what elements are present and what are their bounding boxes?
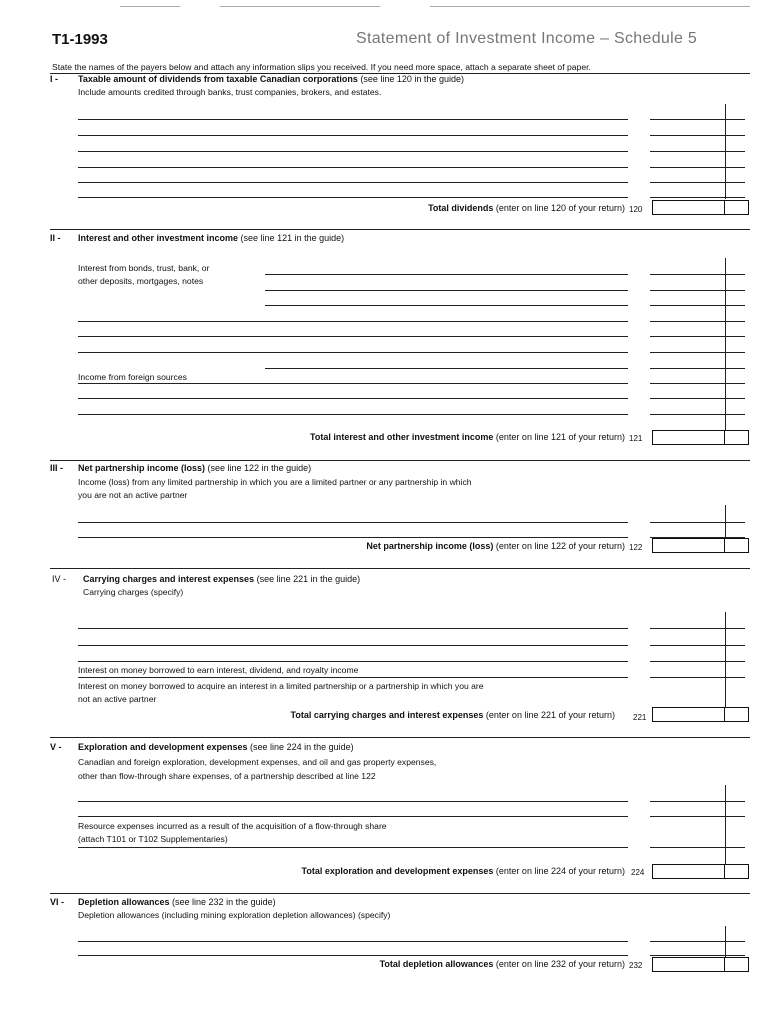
amount-entry-line[interactable]	[650, 305, 745, 306]
line-number: 224	[631, 868, 645, 877]
total-carrying-charges-field[interactable]	[652, 707, 749, 722]
payer-entry-line[interactable]	[78, 197, 628, 198]
payer-entry-line[interactable]	[78, 955, 628, 956]
payer-entry-line[interactable]	[78, 941, 628, 942]
section-divider	[50, 568, 750, 569]
payer-entry-line[interactable]	[265, 274, 628, 275]
resource-expenses-label: (attach T101 or T102 Supplementaries)	[78, 834, 228, 844]
payer-entry-line[interactable]	[78, 816, 628, 817]
net-partnership-field[interactable]	[652, 538, 749, 553]
interest-partnership-label: Interest on money borrowed to acquire an interest in a limited partnership or a partnership in which you are	[78, 681, 484, 691]
total-exploration-label: Total exploration and development expenses (enter on line 224 of your return)	[301, 866, 625, 876]
payer-entry-line[interactable]	[78, 182, 628, 183]
line-number: 232	[629, 961, 643, 970]
total-interest-label: Total interest and other investment income (enter on line 121 of your return)	[310, 432, 625, 442]
amount-entry-line[interactable]	[650, 801, 745, 802]
interest-source-label: Interest from bonds, trust, bank, or	[78, 263, 210, 273]
total-dividends-label: Total dividends (enter on line 120 of your return)	[428, 203, 625, 213]
amount-column-rule	[725, 785, 726, 864]
amount-entry-line[interactable]	[650, 182, 745, 183]
total-depletion-field[interactable]	[652, 957, 749, 972]
amount-entry-line[interactable]	[650, 847, 745, 848]
section-number: IV -	[52, 574, 67, 584]
payer-entry-line[interactable]	[78, 398, 628, 399]
schedule-title: Statement of Investment Income – Schedule 5	[356, 30, 698, 47]
payer-entry-line[interactable]	[78, 167, 628, 168]
total-depletion-label: Total depletion allowances (enter on line 232 of your return)	[379, 959, 625, 969]
section-number: V -	[50, 742, 62, 752]
intro-instructions: State the names of the payers below and attach any information slips you received. If you need more space, attach a separate sheet of paper.	[52, 62, 591, 72]
payer-entry-line[interactable]	[78, 119, 628, 120]
payer-entry-line[interactable]	[78, 522, 628, 523]
amount-entry-line[interactable]	[650, 383, 745, 384]
amount-entry-line[interactable]	[650, 628, 745, 629]
interest-source-label: other deposits, mortgages, notes	[78, 276, 204, 286]
amount-column-rule	[725, 926, 726, 957]
amount-entry-line[interactable]	[650, 368, 745, 369]
line-number: 221	[633, 713, 647, 722]
section-note: Include amounts credited through banks, trust companies, brokers, and estates.	[78, 87, 382, 97]
form-code: T1-1993	[52, 31, 108, 48]
amount-entry-line[interactable]	[650, 941, 745, 942]
amount-column-rule	[725, 612, 726, 707]
amount-entry-line[interactable]	[650, 290, 745, 291]
section-divider	[50, 737, 750, 738]
payer-entry-line[interactable]	[78, 135, 628, 136]
payer-entry-line[interactable]	[78, 801, 628, 802]
payer-entry-line[interactable]	[265, 368, 628, 369]
payer-entry-line[interactable]	[78, 537, 628, 538]
section-heading: Carrying charges and interest expenses (see line 221 in the guide)	[83, 574, 361, 584]
section-note: Canadian and foreign exploration, development expenses, and oil and gas property expenses,	[78, 757, 437, 767]
amount-entry-line[interactable]	[650, 522, 745, 523]
total-exploration-field[interactable]	[652, 864, 749, 879]
amount-entry-line[interactable]	[650, 321, 745, 322]
section-number: III -	[50, 463, 63, 473]
amount-entry-line[interactable]	[650, 119, 745, 120]
section-number: VI -	[50, 897, 65, 907]
interest-partnership-label: not an active partner	[78, 694, 157, 704]
section-heading: Exploration and development expenses (see line 224 in the guide)	[78, 742, 354, 752]
payer-entry-line[interactable]	[78, 151, 628, 152]
amount-entry-line[interactable]	[650, 816, 745, 817]
payer-entry-line[interactable]	[265, 290, 628, 291]
payer-entry-line[interactable]	[265, 305, 628, 306]
total-carrying-charges-label: Total carrying charges and interest expenses (enter on line 221 of your return)	[290, 710, 615, 720]
foreign-income-label: Income from foreign sources	[78, 372, 187, 382]
payer-entry-line[interactable]	[78, 661, 628, 662]
interest-borrowed-label: Interest on money borrowed to earn interest, dividend, and royalty income	[78, 665, 359, 675]
section-heading: Depletion allowances (see line 232 in the guide)	[78, 897, 276, 907]
payer-entry-line[interactable]	[78, 321, 628, 322]
section-note: other than flow-through share expenses, of a partnership described at line 122	[78, 771, 376, 781]
top-scan-mark	[430, 6, 750, 7]
resource-expenses-label: Resource expenses incurred as a result of the acquisition of a flow-through share	[78, 821, 387, 831]
payer-entry-line[interactable]	[78, 383, 628, 384]
carrying-charges-label: Carrying charges (specify)	[83, 587, 184, 597]
payer-entry-line[interactable]	[78, 414, 628, 415]
section-divider	[50, 460, 750, 461]
amount-entry-line[interactable]	[650, 336, 745, 337]
section-note: Income (loss) from any limited partnership in which you are a limited partner or any partnership in which	[78, 477, 472, 487]
total-dividends-field[interactable]	[652, 200, 749, 215]
section-note: you are not an active partner	[78, 490, 188, 500]
payer-entry-line[interactable]	[78, 336, 628, 337]
amount-entry-line[interactable]	[650, 398, 745, 399]
amount-entry-line[interactable]	[650, 197, 745, 198]
payer-entry-line[interactable]	[78, 645, 628, 646]
section-number: II -	[50, 233, 61, 243]
payer-entry-line[interactable]	[78, 628, 628, 629]
net-partnership-label: Net partnership income (loss) (enter on line 122 of your return)	[366, 541, 625, 551]
top-scan-mark	[120, 6, 180, 7]
amount-entry-line[interactable]	[650, 677, 745, 678]
amount-entry-line[interactable]	[650, 955, 745, 956]
section-divider	[50, 229, 750, 230]
amount-entry-line[interactable]	[650, 414, 745, 415]
line-number: 121	[629, 434, 643, 443]
payer-entry-line[interactable]	[78, 352, 628, 353]
depletion-specify-label: Depletion allowances (including mining exploration depletion allowances) (specify)	[78, 910, 391, 920]
amount-entry-line[interactable]	[650, 274, 745, 275]
amount-entry-line[interactable]	[650, 151, 745, 152]
section-heading: Interest and other investment income (see line 121 in the guide)	[78, 233, 345, 243]
top-scan-mark	[220, 6, 380, 7]
line-number: 122	[629, 543, 643, 552]
amount-column-rule	[725, 104, 726, 199]
section-divider	[50, 893, 750, 894]
amount-column-rule	[725, 505, 726, 539]
line-number: 120	[629, 205, 643, 214]
amount-column-rule	[725, 258, 726, 430]
amount-entry-line[interactable]	[650, 661, 745, 662]
amount-entry-line[interactable]	[650, 352, 745, 353]
amount-entry-line[interactable]	[650, 645, 745, 646]
section-number: I -	[50, 74, 58, 84]
amount-entry-line[interactable]	[650, 167, 745, 168]
payer-entry-line[interactable]	[78, 677, 628, 678]
section-heading: Taxable amount of dividends from taxable Canadian corporations (see line 120 in the guide)	[78, 74, 464, 84]
amount-entry-line[interactable]	[650, 135, 745, 136]
section-heading: Net partnership income (loss) (see line 122 in the guide)	[78, 463, 312, 473]
total-interest-field[interactable]	[652, 430, 749, 445]
payer-entry-line[interactable]	[78, 847, 628, 848]
